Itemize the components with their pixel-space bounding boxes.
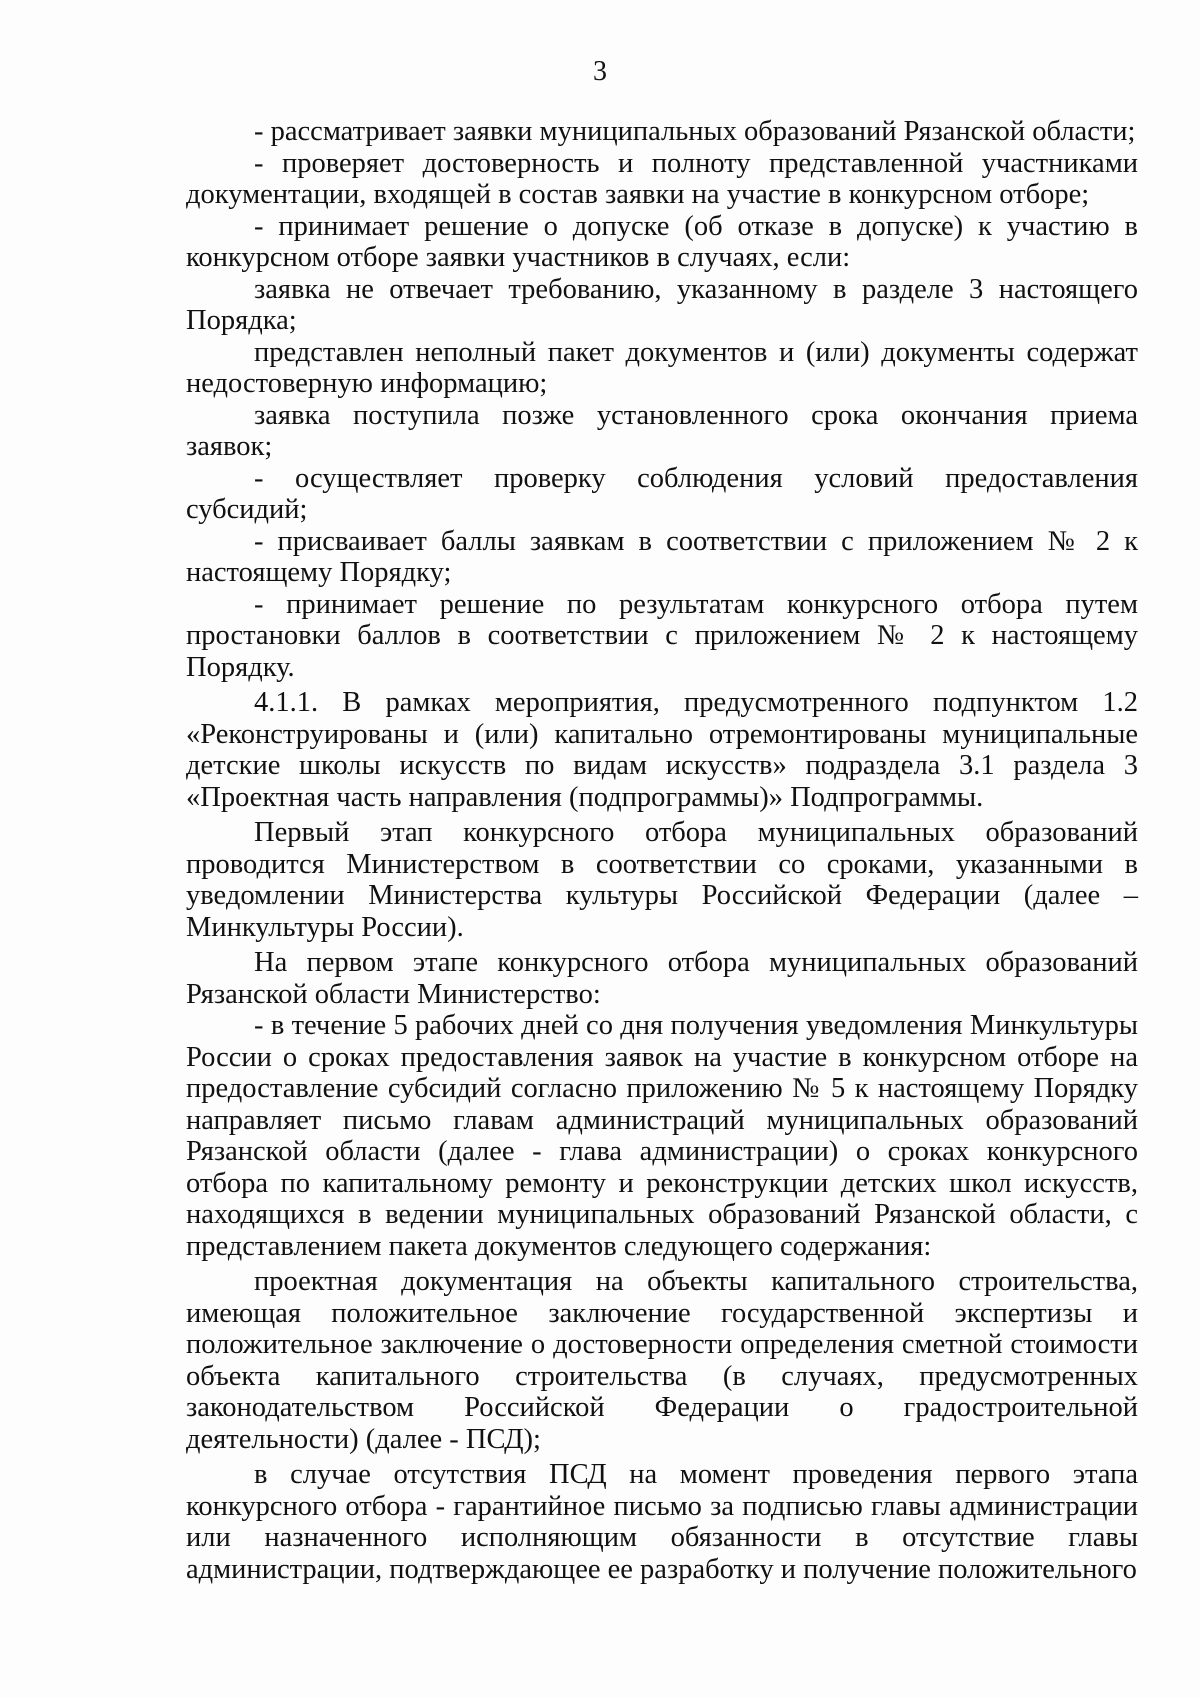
paragraph: - проверяет достоверность и полноту представленной участниками документации, входящей в состав заявки на участие в конкурсном отборе; [186, 147, 1138, 210]
paragraph: представлен неполный пакет документов и (или) документы содержат недостоверную информацию; [186, 336, 1138, 399]
document-body [186, 116, 1138, 1585]
paragraph: - присваивает баллы заявкам в соответствии с приложением № 2 к настоящему Порядку; [186, 525, 1138, 588]
page-number: 3 [593, 56, 607, 87]
paragraph: - принимает решение по результатам конкурсного отбора путем простановки баллов в соответствии с приложением № 2 к настоящему Порядку. [186, 588, 1138, 683]
paragraph: На первом этапе конкурсного отбора муниципальных образований Рязанской области Министерство: [186, 947, 1138, 1010]
paragraph: - рассматривает заявки муниципальных образований Рязанской области; [254, 116, 1136, 147]
paragraph: заявка не отвечает требованию, указанному в разделе 3 настоящего Порядка; [186, 273, 1138, 336]
paragraph: - принимает решение о допуске (об отказе в допуске) к участию в конкурсном отборе заявки участников в случаях, если: [186, 210, 1138, 273]
paragraph: в случае отсутствия ПСД на момент проведения первого этапа конкурсного отбора - гарантийное письмо за подписью главы администрации или назначенного исполняющим обязанности в отсутствие главы администрации, подтверждающее ее разработку и получение положительного [186, 1459, 1138, 1585]
paragraph: проектная документация на объекты капитального строительства, имеющая положительное заключение государственной экспертизы и положительное заключение о достоверности определения сметной стоимости объекта капитального строительства (в случаях, предусмотренных законодательством Российской Федерации о градостроительной деятельности) (далее - ПСД); [186, 1266, 1138, 1455]
paragraph: - осуществляет проверку соблюдения условий предоставления субсидий; [186, 462, 1138, 525]
paragraph: - в течение 5 рабочих дней со дня получения уведомления Минкультуры России о сроках предоставления заявок на участие в конкурсном отборе на предоставление субсидий согласно приложению № 5 к настоящему Порядку направляет письмо главам администраций муниципальных образований Рязанской области (далее - глава администрации) о сроках конкурсного отбора по капитальному ремонту и реконструкции детских школ искусств, находящихся в ведении муниципальных образований Рязанской области, с представлением пакета документов следующего содержания: [186, 1010, 1138, 1262]
paragraph: заявка поступила позже установленного срока окончания приема заявок; [186, 399, 1138, 462]
paragraph: Первый этап конкурсного отбора муниципальных образований проводится Министерством в соответствии со сроками, указанными в уведомлении Министерства культуры Российской Федерации (далее – Минкультуры России). [186, 817, 1138, 943]
paragraph: 4.1.1. В рамках мероприятия, предусмотренного подпунктом 1.2 «Реконструированы и (или) капитально отремонтированы муниципальные детские школы искусств по видам искусств» подраздела 3.1 раздела 3 «Проектная часть направления (подпрограммы)» Подпрограммы. [186, 687, 1138, 813]
